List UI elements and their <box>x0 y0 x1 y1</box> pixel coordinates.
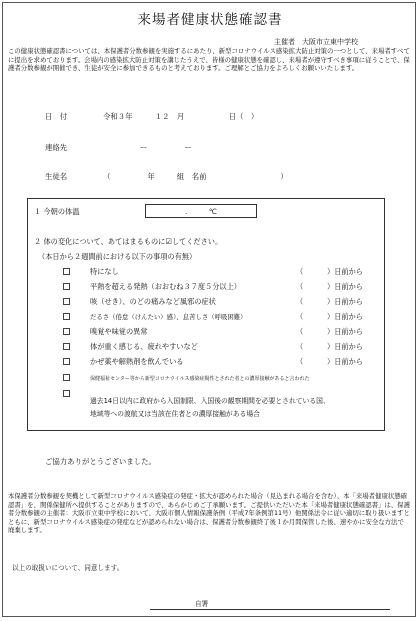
temperature-label: １ 今朝の体温 <box>34 207 80 216</box>
travel-checkbox[interactable] <box>63 390 70 397</box>
organizer: 主催者 大阪市立東中学校 <box>274 38 358 46</box>
signature-label: 自署 <box>195 600 209 608</box>
symptom-checkbox[interactable] <box>63 358 70 365</box>
symptom-checkbox[interactable] <box>63 268 70 275</box>
days-open-paren: （ <box>296 357 304 366</box>
symptom-label: だるさ（倦怠（けんたい）感）、息苦しさ（呼吸困難） <box>90 313 247 321</box>
page-title: 来場者健康状態確認書 <box>137 12 283 28</box>
date-field[interactable]: 令和３年 １２ 月 日（ ） <box>103 112 259 121</box>
symptom-label: 嗅覚や味覚の異常 <box>90 327 148 336</box>
symptom-checkbox[interactable] <box>63 283 70 290</box>
days-open-paren: （ <box>296 312 304 321</box>
privacy-notice: 本保護者分数参観を契機として新型コロナウイルス感染症の発症・拡大が認められた場合（見込まれる場合を含む）、本「来場者健康状態確認書」を、関係保健所へ提供することがありますので、あらかじめご了承願います。ご提供いただいた本「来場者健康状態確認書」は、保護者分数参観の主催者：大阪市立東中学校において、大阪市個人情報保護条例（平成7年条例第11号）他関係法令に従い適切に取り扱いますとともに、新型コロナウイルス感染症の発症などが認められない場合は、保護者分数参観終了後１か月間保管した後、速やかに安全な方法で廃棄します。 <box>8 492 410 535</box>
contact-item-label: 保健福祉センター等から新型コロナウイルス感染症陽性とされた者との濃厚接触があると言われた <box>90 376 310 382</box>
days-open-paren: （ <box>296 327 304 336</box>
symptom-label: 体が重く感じる、疲れやすいなど <box>90 342 198 351</box>
student-field[interactable]: （ 年 組 名前 ） <box>103 172 288 181</box>
symptom-label: 特になし <box>90 267 119 276</box>
contact-checkbox[interactable] <box>63 374 70 381</box>
symptom-label: 平熱を超える発熱（おおむね３７度５分以上） <box>90 282 241 291</box>
thanks-message: ご協力ありがとうございました。 <box>45 457 156 466</box>
signature-line[interactable] <box>150 609 390 610</box>
changes-heading: ２ 体の変化について、あてはまるものに☑してください。 <box>34 237 223 246</box>
symptom-label: 咳（せき）、のどの痛みなど風邪の症状 <box>90 297 216 306</box>
days-suffix[interactable]: ）日前から <box>327 312 363 321</box>
intro-paragraph: この健康状態確認書については、本保護者分数参観を実施するにあたり、新型コロナウイルス感染拡大防止対策の一つとして、来場者すべてに提出を求めております。会場内の感染拡大防止対策を講じたうえで、皆様の健康状態を確認し、来場者が遵守すべき事項に従うことで、保護者分数参観が開催でき、生徒が安全に参加できるものと考えております。ご理解とご協力をよろしくお願いいたします。 <box>8 47 410 73</box>
symptom-checkbox[interactable] <box>63 343 70 350</box>
days-open-paren: （ <box>296 342 304 351</box>
travel-item-line-1: 過去14日以内に政府から入国制限、入国後の観察期間を必要とされている国、 <box>90 397 330 405</box>
days-suffix[interactable]: ）日前から <box>327 327 363 336</box>
student-label: 生徒名 <box>45 172 68 181</box>
days-suffix[interactable]: ）日前から <box>327 342 363 351</box>
days-suffix[interactable]: ）日前から <box>327 267 363 276</box>
symptom-checkbox[interactable] <box>63 328 70 335</box>
days-open-paren: （ <box>296 282 304 291</box>
days-suffix[interactable]: ）日前から <box>327 282 363 291</box>
days-open-paren: （ <box>296 267 304 276</box>
contact-label: 連絡先 <box>45 143 68 152</box>
date-label: 日 付 <box>45 112 68 121</box>
changes-subheading: （本日から２週間前における以下の事項の有無） <box>38 252 197 261</box>
days-open-paren: （ <box>296 297 304 306</box>
days-suffix[interactable]: ）日前から <box>327 357 363 366</box>
contact-field[interactable]: ー ー <box>140 143 192 152</box>
travel-item-line-2: 地域等への渡航又は当該在住者との濃厚接触がある場合 <box>90 410 260 418</box>
symptom-checkbox[interactable] <box>63 298 70 305</box>
temperature-value: . ℃ <box>185 207 217 216</box>
symptom-checkbox[interactable] <box>63 313 70 320</box>
consent-text: 以上の取扱いについて、同意します。 <box>12 564 124 572</box>
days-suffix[interactable]: ）日前から <box>327 297 363 306</box>
symptom-label: かぜ薬や解熱剤を飲んでいる <box>90 357 184 366</box>
